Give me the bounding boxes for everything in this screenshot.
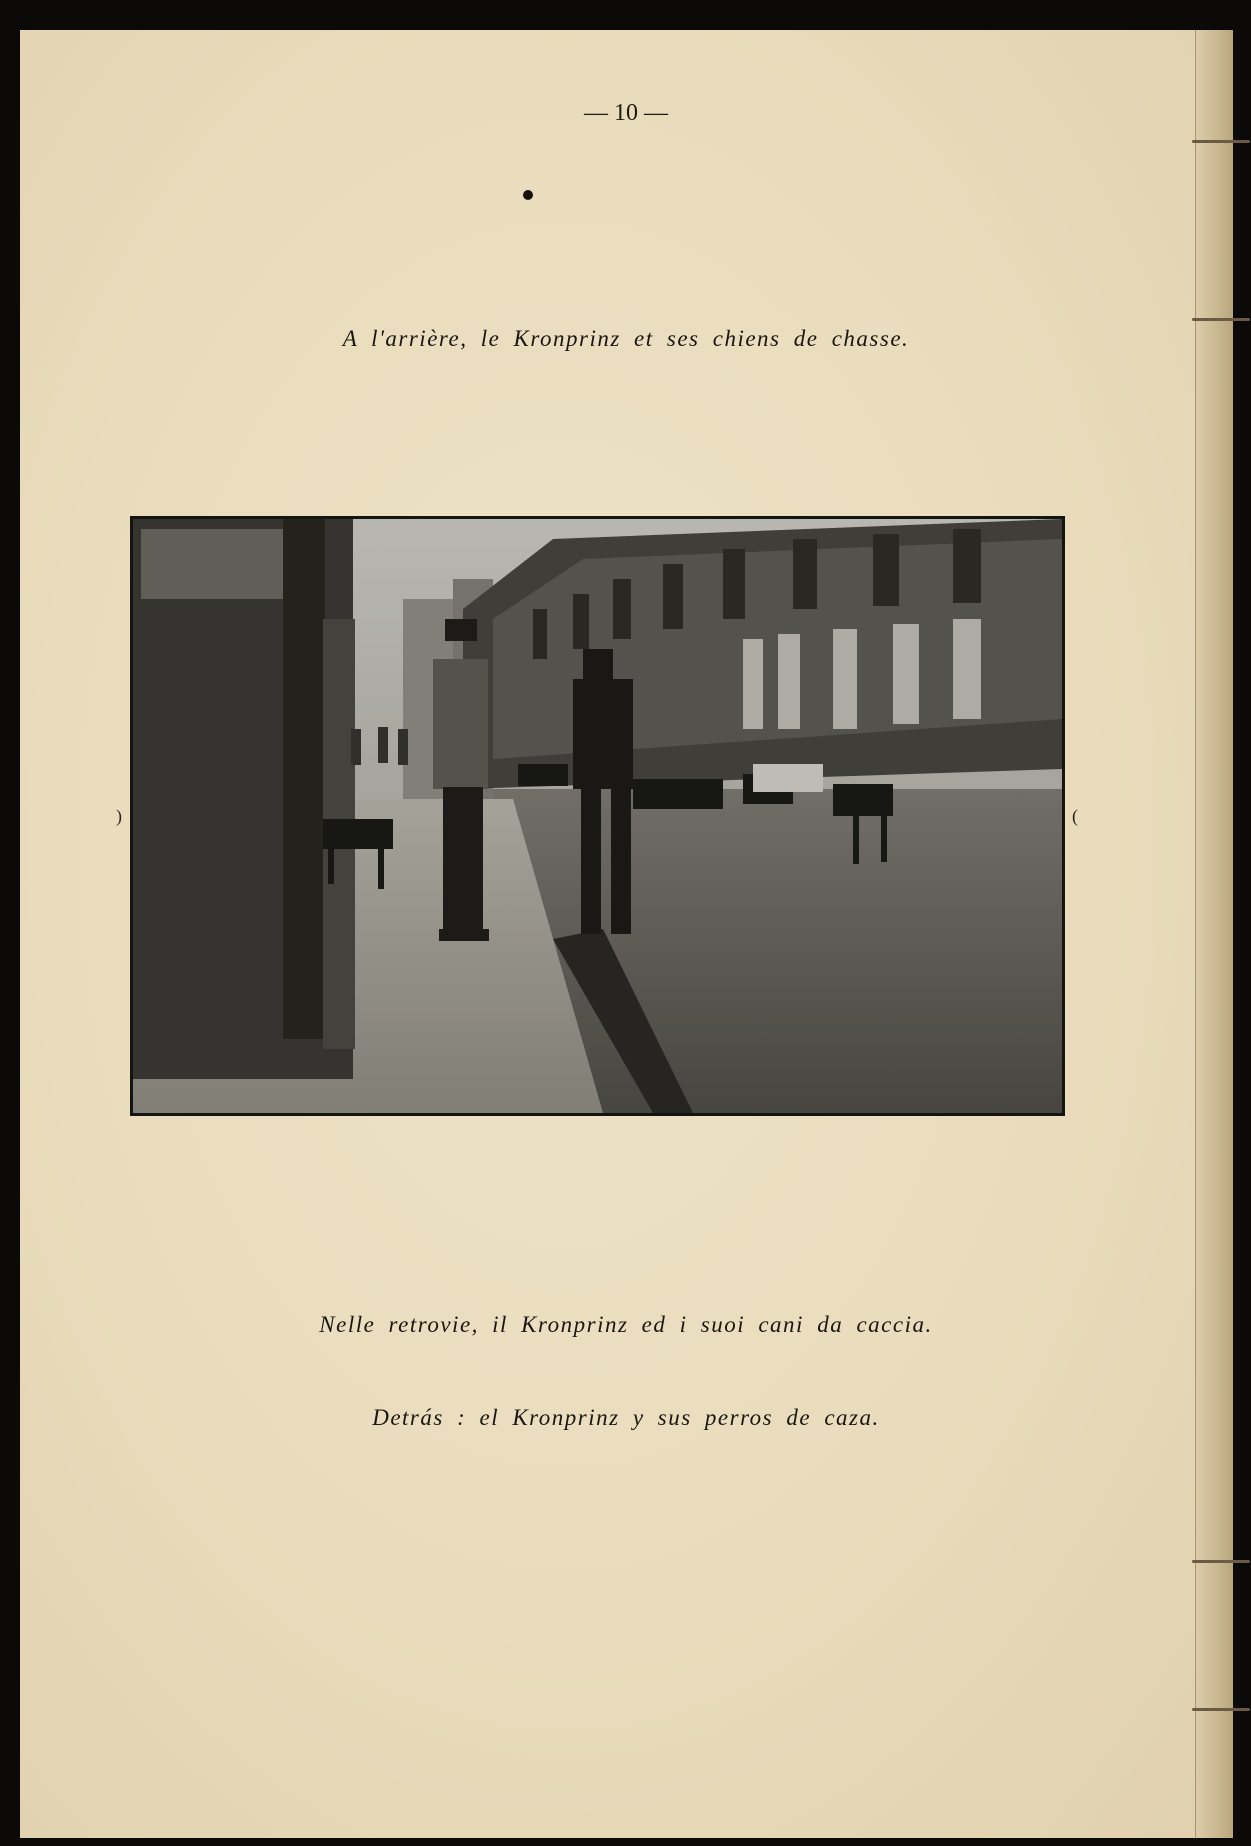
caption-spanish: Detrás : el Kronprinz y sus perros de caza. xyxy=(372,1405,880,1430)
margin-mark-left: ) xyxy=(116,806,122,826)
binding-thread xyxy=(1192,318,1250,321)
page-fold xyxy=(1195,30,1233,1838)
binding-thread xyxy=(1192,1560,1250,1563)
ink-dot xyxy=(523,190,533,200)
binding-thread xyxy=(1192,140,1250,143)
caption-french: A l'arrière, le Kronprinz et ses chiens de chasse. xyxy=(342,326,910,351)
binding-thread xyxy=(1192,1708,1250,1711)
margin-mark-right: ( xyxy=(1072,806,1078,826)
street-photograph xyxy=(130,516,1065,1116)
photograph-image xyxy=(133,519,1062,1113)
caption-italian: Nelle retrovie, il Kronprinz ed i suoi cani da caccia. xyxy=(319,1312,933,1337)
page-number: — 10 — xyxy=(584,100,668,126)
book-page xyxy=(20,30,1232,1838)
